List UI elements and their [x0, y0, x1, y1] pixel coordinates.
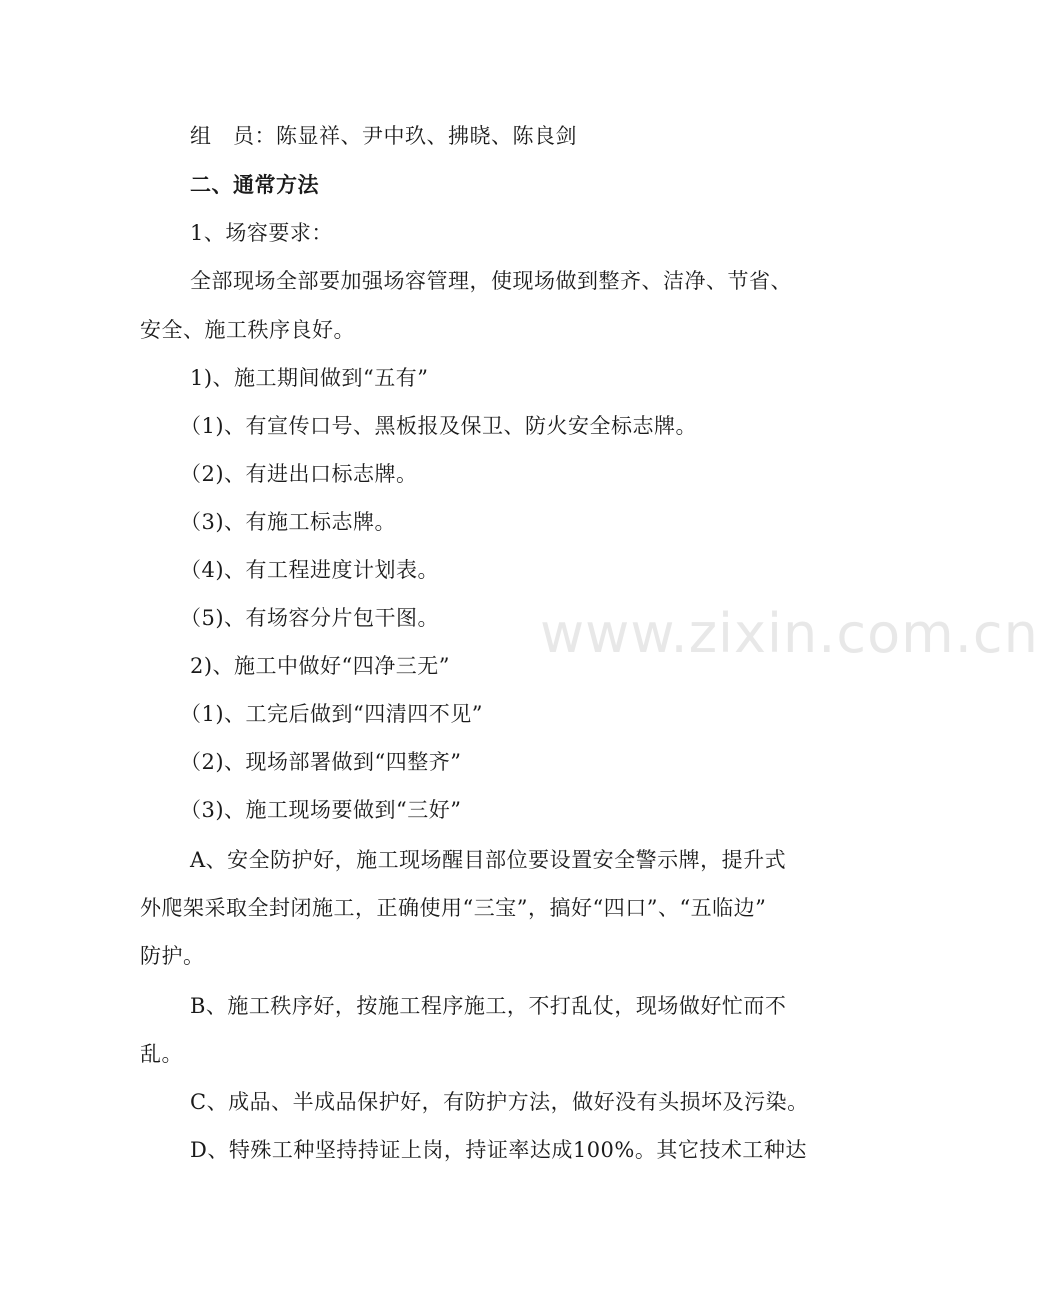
list-item: （1)、有宣传口号、黑板报及保卫、防火安全标志牌。	[180, 414, 698, 438]
list-item: （2)、现场部署做到“四整齐”	[180, 750, 462, 774]
list-heading: 2)、施工中做好“四净三无”	[190, 654, 451, 678]
list-item: （3)、有施工标志牌。	[180, 510, 397, 534]
paragraph-line: B、施工秩序好，按施工程序施工，不打乱仗，现场做好忙而不	[190, 994, 787, 1018]
paragraph-line: A、安全防护好，施工现场醒目部位要设置安全警示牌，提升式	[190, 848, 787, 872]
paragraph-line: 安全、施工秩序良好。	[140, 318, 355, 342]
team-members-line: 组 员：陈显祥、尹中玖、拂晓、陈良剑	[190, 124, 577, 148]
watermark: www.zixin.com.cn	[540, 602, 1039, 665]
list-item: （4)、有工程进度计划表。	[180, 558, 440, 582]
paragraph-line: D、特殊工种坚持持证上岗，持证率达成100%。其它技术工种达	[190, 1138, 807, 1162]
section-heading: 二、通常方法	[190, 172, 319, 197]
list-item: （2)、有进出口标志牌。	[180, 462, 418, 486]
paragraph-line: 外爬架采取全封闭施工，正确使用“三宝”，搞好“四口”、“五临边”	[140, 896, 767, 920]
list-item: （1)、工完后做到“四清四不见”	[180, 702, 484, 726]
subsection-heading: 1、场容要求：	[190, 221, 333, 245]
list-item: （3)、施工现场要做到“三好”	[180, 798, 462, 822]
list-item: （5)、有场容分片包干图。	[180, 606, 440, 630]
paragraph-line: 乱。	[140, 1042, 183, 1066]
paragraph-line: 全部现场全部要加强场容管理，使现场做到整齐、洁净、节省、	[190, 269, 792, 293]
paragraph-line: C、成品、半成品保护好，有防护方法，做好没有头损坏及污染。	[190, 1090, 809, 1114]
paragraph-line: 防护。	[140, 944, 205, 968]
list-heading: 1)、施工期间做到“五有”	[190, 366, 429, 390]
